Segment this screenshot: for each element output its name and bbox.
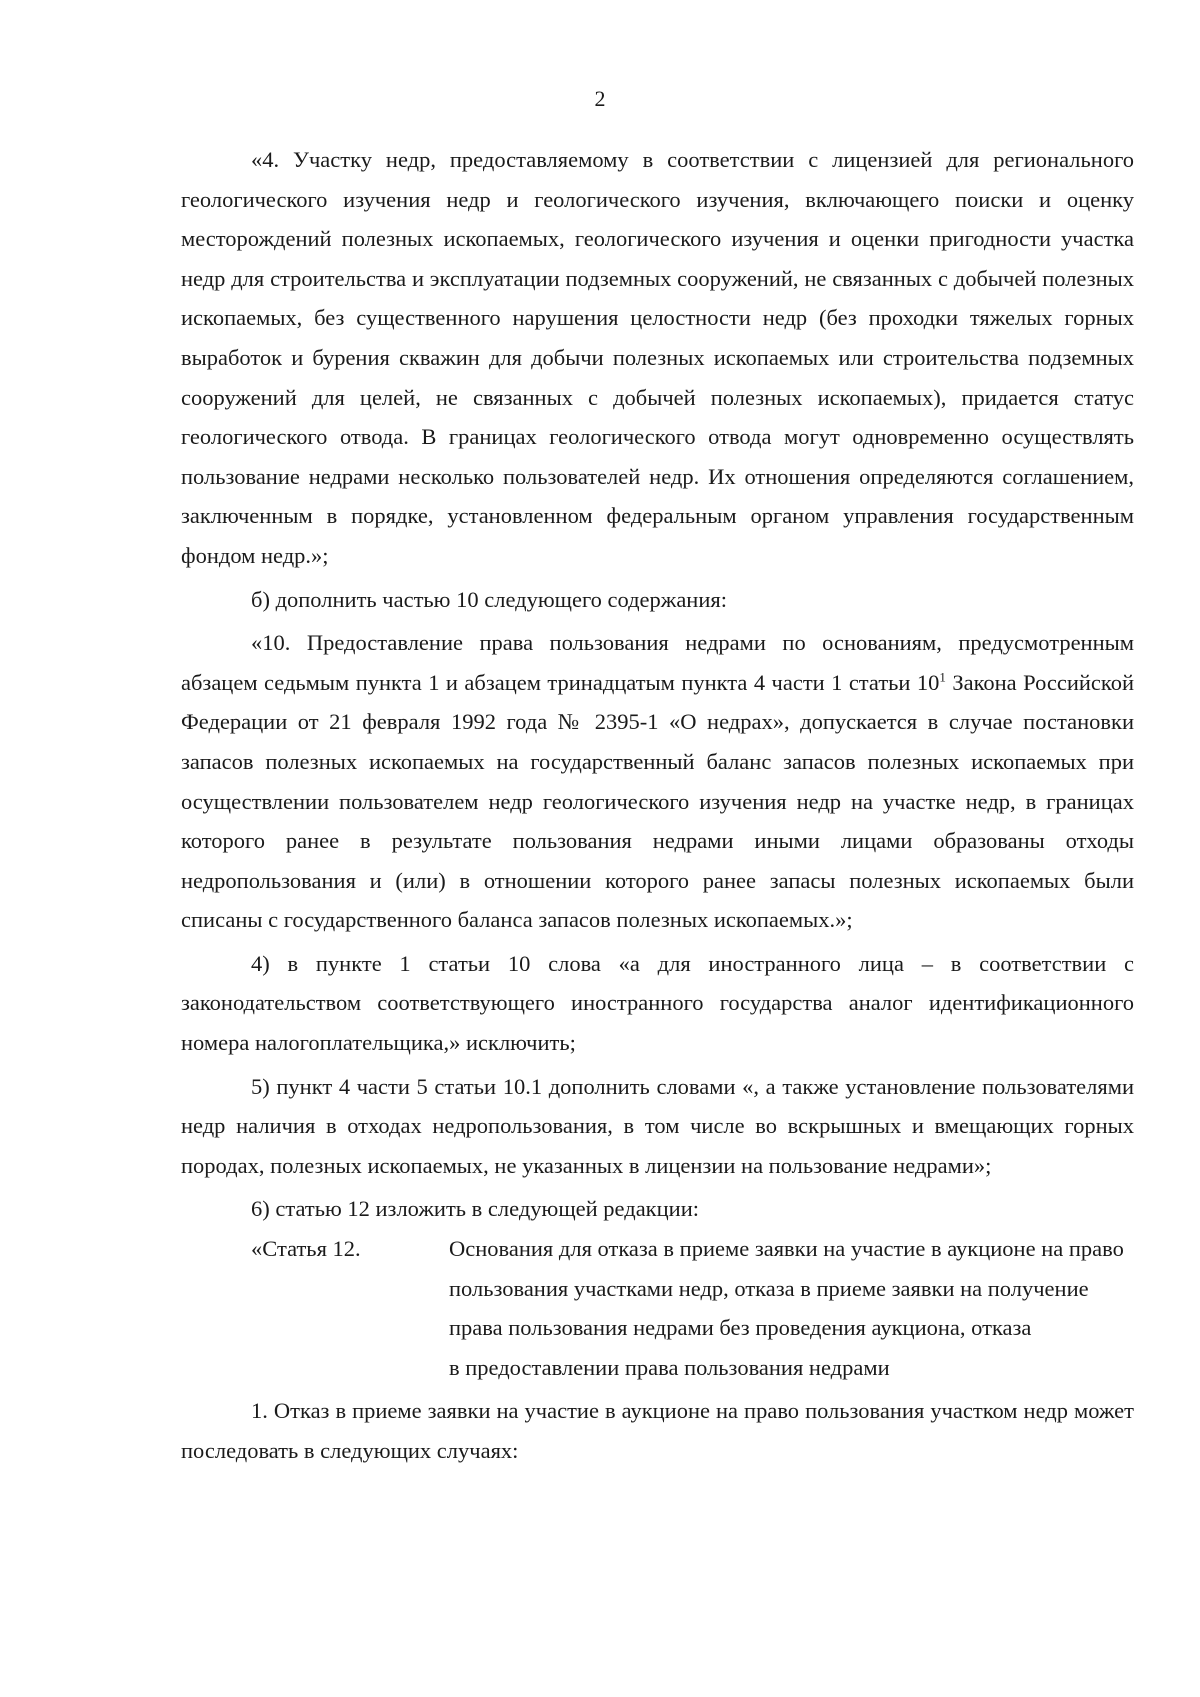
article-12-title-line-1: Основания для отказа в приеме заявки на участие в аукционе на право	[449, 1236, 1124, 1262]
page-number: 2	[594, 86, 606, 111]
paragraph-article-12-clause-1: 1. Отказ в приеме заявки на участие в аукционе на право пользования участком недр может последовать в следующих случаях:	[181, 1398, 1134, 1463]
paragraph-part-10	[181, 623, 1134, 940]
article-12-title-line-2: пользования участками недр, отказа в приеме заявки на получение	[449, 1275, 1089, 1301]
document-body	[181, 140, 1134, 1471]
article-12-label: «Статья 12.	[251, 1236, 361, 1262]
article-12-title-line-3: права пользования недрами без проведения аукциона, отказа	[449, 1315, 1032, 1341]
article-12-heading	[181, 1229, 1134, 1387]
paragraph-amendment-5: 5) пункт 4 части 5 статьи 10.1 дополнить словами «, а также установление пользователями недр наличия в отходах недропользования, в том числе во вскрышных и вмещающих горных породах, полезных ископаемых, не указанных в лицензии на пользование недрами»;	[181, 1073, 1134, 1178]
paragraph-amendment-b: б) дополнить частью 10 следующего содержания:	[251, 586, 727, 612]
article-12-title-line-4: в предоставлении права пользования недрами	[449, 1354, 890, 1380]
paragraph-amendment-4: 4) в пункте 1 статьи 10 слова «а для иностранного лица – в соответствии с законодательством соответствующего иностранного государства аналог идентификационного номера налогоплательщика,» исключить;	[181, 950, 1134, 1056]
superscript-article-index: 1	[939, 669, 946, 685]
paragraph-part-10-text-a: «10. Предоставление права пользования недрами по основаниям, предусмотренным абзацем седьмым пункта 1 и абзацем тринадцатым пункта 4 части 1 статьи 10	[181, 630, 1134, 695]
paragraph-amendment-6: 6) статью 12 изложить в следующей редакции:	[251, 1196, 699, 1222]
paragraph-geological-allotment: «4. Участку недр, предоставляемому в соответствии с лицензией для регионального геологического изучения недр и геологического изучения, включающего поиски и оценку месторождений полезных ископаемых, геологического изучения и оценки пригодности участка недр для строительства и эксплуатации подземных сооружений, не связанных с добычей полезных ископаемых, без существенного нарушения целостности недр (без проходки тяжелых горных выработок и бурения скважин для добычи полезных ископаемых или строительства подземных сооружений для целей, не связанных с добычей полезных ископаемых), придается статус геологического отвода. В границах геологического отвода могут одновременно осуществлять пользование недрами несколько пользователей недр. Их отношения определяются соглашением, заключенным в порядке, установленном федеральным органом управления государственным фондом недр.»;	[181, 147, 1134, 568]
paragraph-part-10-text-b: Закона Российской Федерации от 21 февраля 1992 года № 2395-1 «О недрах», допускается в случае постановки запасов полезных ископаемых на государственный баланс запасов полезных ископаемых при осуществлении пользователем недр геологического изучения недр на участке недр, в границах которого ранее в результате пользования недрами иными лицами образованы отходы недропользования и (или) в отношении которого ранее запасы полезных ископаемых были списаны с государственного баланса запасов полезных ископаемых.»;	[181, 669, 1134, 933]
